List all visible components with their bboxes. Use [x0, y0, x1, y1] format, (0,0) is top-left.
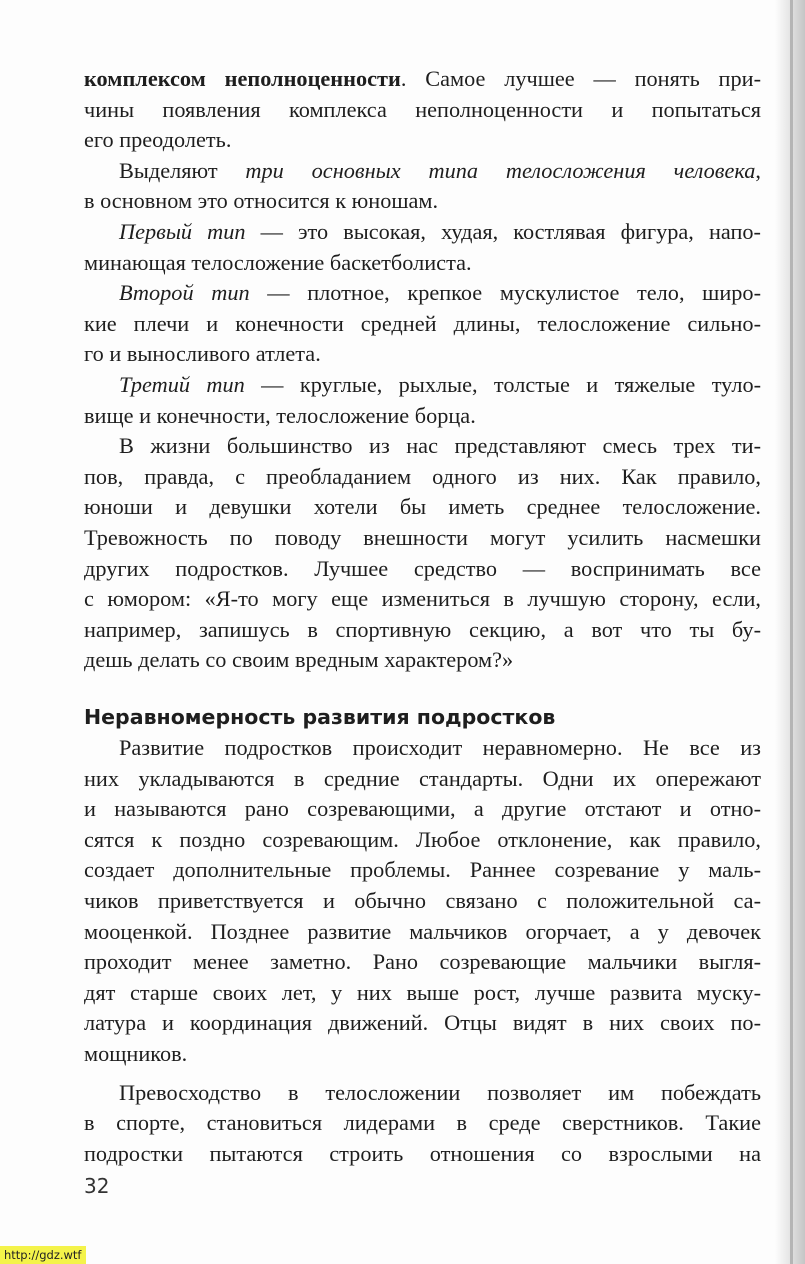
italic-term: Первый тип — [119, 218, 246, 244]
text-line: Развитие подростков происходит неравномерно. Не все из — [119, 735, 761, 760]
bold-term: комплексом неполноценности — [84, 66, 401, 91]
text-line — [84, 278, 761, 309]
text-span: , — [755, 157, 761, 183]
italic-term: три основных типа телосложения человека — [245, 157, 756, 183]
text-line: мощников. — [84, 1040, 188, 1066]
text-line: минающая телосложение баскетболиста. — [84, 249, 472, 275]
text-line: латура и координация движений. Отцы видят в них своих по- — [84, 1010, 761, 1036]
text-line: юноши и девушки хотели бы иметь среднее телосложение. — [84, 494, 761, 520]
text-block-top — [84, 64, 761, 676]
text-span: — плотное, крепкое мускулистое тело, широ- — [249, 280, 761, 306]
text-line: дят старше своих лет, у них выше рост, лучше развита муску- — [84, 979, 761, 1005]
text-line: подростки пытаются строить отношения со взрослыми на — [84, 1140, 761, 1166]
text-line: его преодолеть. — [84, 127, 232, 153]
text-line: них укладываются в средние стандарты. Одни их опережают — [84, 765, 761, 791]
text-line: с юмором: «Я-то могу еще измениться в лучшую сторону, если, — [84, 586, 761, 612]
text-line: го и выносливого атлета. — [84, 341, 321, 367]
text-block-bottom — [84, 733, 761, 1169]
text-line: проходит менее заметно. Рано созревающие мальчики выгля- — [84, 949, 761, 975]
watermark-link[interactable]: http://gdz.wtf — [0, 1246, 86, 1264]
text-line — [84, 64, 761, 95]
text-line: в спорте, становиться лидерами в среде сверстников. Такие — [84, 1110, 761, 1136]
text-line: кие плечи и конечности средней длины, телосложение сильно- — [84, 310, 761, 336]
text-span: . Самое лучшее — понять при- — [400, 66, 761, 91]
text-line: например, запишусь в спортивную секцию, а вот что ты бу- — [84, 616, 761, 642]
text-span: Выделяют — [119, 157, 246, 183]
italic-term: Третий тип — [119, 371, 245, 397]
text-line: В жизни большинство из нас представляют смесь трех ти- — [119, 433, 761, 459]
text-line: других подростков. Лучшее средство — воспринимать все — [84, 555, 761, 581]
text-line: вище и конечности, телосложение борца. — [84, 402, 476, 428]
text-line: мооценкой. Позднее развитие мальчиков огорчает, а у девочек — [84, 918, 761, 944]
text-line: и называются рано созревающими, а другие отстают и отно- — [84, 796, 761, 822]
text-line — [84, 156, 761, 187]
page-number: 32 — [84, 1174, 110, 1198]
text-line: создает дополнительные проблемы. Раннее созревание у маль- — [84, 857, 761, 883]
text-line: дешь делать со своим вредным характером?» — [84, 647, 514, 673]
text-line: Тревожность по поводу внешности могут усилить насмешки — [84, 524, 761, 550]
text-line — [84, 217, 761, 248]
section-heading: Неравномерность развития подростков — [84, 705, 556, 729]
text-line: Превосходство в телосложении позволяет им побеждать — [119, 1079, 761, 1105]
spine-edge — [790, 0, 793, 1264]
italic-term: Второй тип — [119, 280, 250, 306]
text-line: в основном это относится к юношам. — [84, 188, 439, 214]
text-line: чины появления комплекса неполноценности и попытаться — [84, 96, 761, 122]
text-span: — это высокая, худая, костлявая фигура, напо- — [245, 218, 761, 244]
text-line: пов, правда, с преобладанием одного из них. Как правило, — [84, 463, 761, 489]
text-line: сятся к поздно созревающим. Любое отклонение, как правило, — [84, 826, 761, 852]
text-line — [84, 370, 761, 401]
text-span: — круглые, рыхлые, толстые и тяжелые туло- — [244, 371, 762, 397]
text-line: чиков приветствуется и обычно связано с положительной са- — [84, 887, 761, 913]
